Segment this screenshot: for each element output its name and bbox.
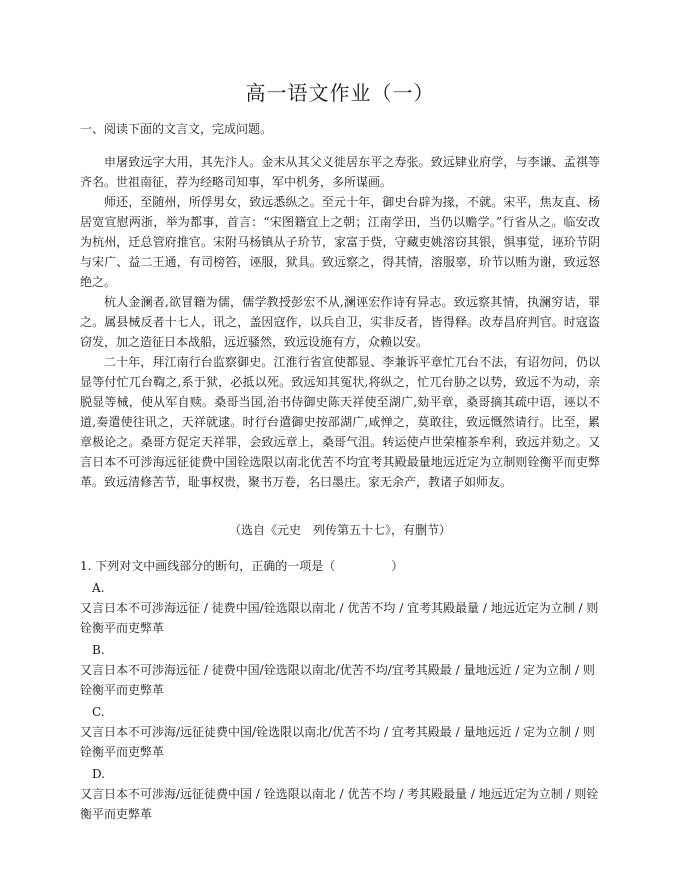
- option-a-text: 又言日本不可涉海远征 / 徒费中国/铨选限以南北 / 优苦不均 / 宜考其殿最量 / 地远近定为立制 / 则铨衡平而吏弊革: [80, 601, 599, 635]
- option-b-text: 又言日本不可涉海远征 / 徒费中国/铨选限以南北/优苦不均/宜考其殿最 / 量地远近 / 定为立制 / 则铨衡平而吏弊革: [80, 663, 595, 697]
- classical-passage: [80, 152, 600, 492]
- option-d-label: D.: [92, 767, 106, 781]
- question-stem: [80, 556, 600, 576]
- passage-paragraph: 申屠致远字大用，其先汴人。金末从其父义徙居东平之寿张。致远肄业府学，与李谦、孟祺等齐名。世祖南征，荐为经略司知事，军中机务，多所谋画。: [80, 155, 600, 189]
- question-1: [80, 556, 600, 824]
- question-stem-text: 1. 下列对文中画线部分的断句，正确的一项是（: [80, 559, 336, 573]
- passage-paragraph: 师还，至随州，所俘男女，致远悉纵之。至元十年，御史台辟为掾，不就。宋平，焦友直、杨居宽宣慰两浙，举为都事，首言：“宋图籍宜上之朝；江南学田，当仍以赡学。”行省从之。临安改为杭州，迁总管府推官。宋附马杨镇从子玠节，家富于赀，守藏吏姚溶窃其银，惧事觉，诬玠节阴与宋广、益二王通，有司榜笞，诬服，狱具。致远察之，得其情，溶服辜，玠节以贿为谢，致远怒绝之。: [80, 195, 600, 289]
- option-a-label: A.: [92, 581, 105, 595]
- passage-paragraph: 杭人金澜者,欲冒籍为儒，儒学教授彭宏不从,澜诬宏作诗有异志。致远察其情，执澜穷诘，罪之。属县械反者十七人，讯之，盖因寇作，以兵自卫，实非反者，皆得释。改寿昌府判官。时寇盗窃发，加之造征日本战船，远近骚然，致远设施有方，众赖以安。: [80, 295, 600, 349]
- option-d-text: 又言日本不可涉海/远征徒费中国 / 铨选限以南北 / 优苦不均 / 考其殿最量 / 地远近定为立制 / 则铨衡平而吏弊革: [80, 787, 599, 821]
- option-c-text: 又言日本不可涉海/远征徒费中国/铨选限以南北/优苦不均 / 宜考其殿最 / 量地远近 / 定为立制 / 则铨衡平而吏弊革: [80, 725, 595, 759]
- option-c-label: C.: [92, 705, 105, 719]
- question-stem-close: ）: [391, 559, 404, 573]
- source-citation: （选自《元史 列传第五十七》，有删节）: [228, 523, 451, 537]
- section-instruction: 一、阅读下面的文言文，完成问题。: [80, 122, 273, 136]
- page-title: 高一语文作业（一）: [245, 81, 435, 105]
- passage-paragraph: 二十年，拜江南行台监察御史。江淮行省宣使都显、李兼诉平章忙兀台不法，有诏勿问，仍以显等付忙兀台鞫之,系于狱，必抵以死。致远知其冤状,将纵之，忙兀台胁之以势，致远不为动，亲脱显等械，使从军自赎。桑哥当国,治书侍御史陈天祥使至湖广,劾平章，桑哥摘其疏中语，诬以不道,奏遣使往讯之，天祥就逮。时行台遣御史按部湖广,咸惮之，莫敢往，致远慨然请行。比至，累章极论之。桑哥方促定天祥罪，会致远章上，桑哥气沮。转运使卢世荣榷茶牟利，致远并劾之。又言日本不可涉海远征徒费中国铨选限以南北优苦不均宜考其殿最量地远近定为立制则铨衡平而吏弊革。致远清修苦节，耻事权贵，聚书万卷，名曰墨庄。家无余产，教诸子如师友。: [80, 355, 600, 489]
- option-b-label: B.: [92, 643, 105, 657]
